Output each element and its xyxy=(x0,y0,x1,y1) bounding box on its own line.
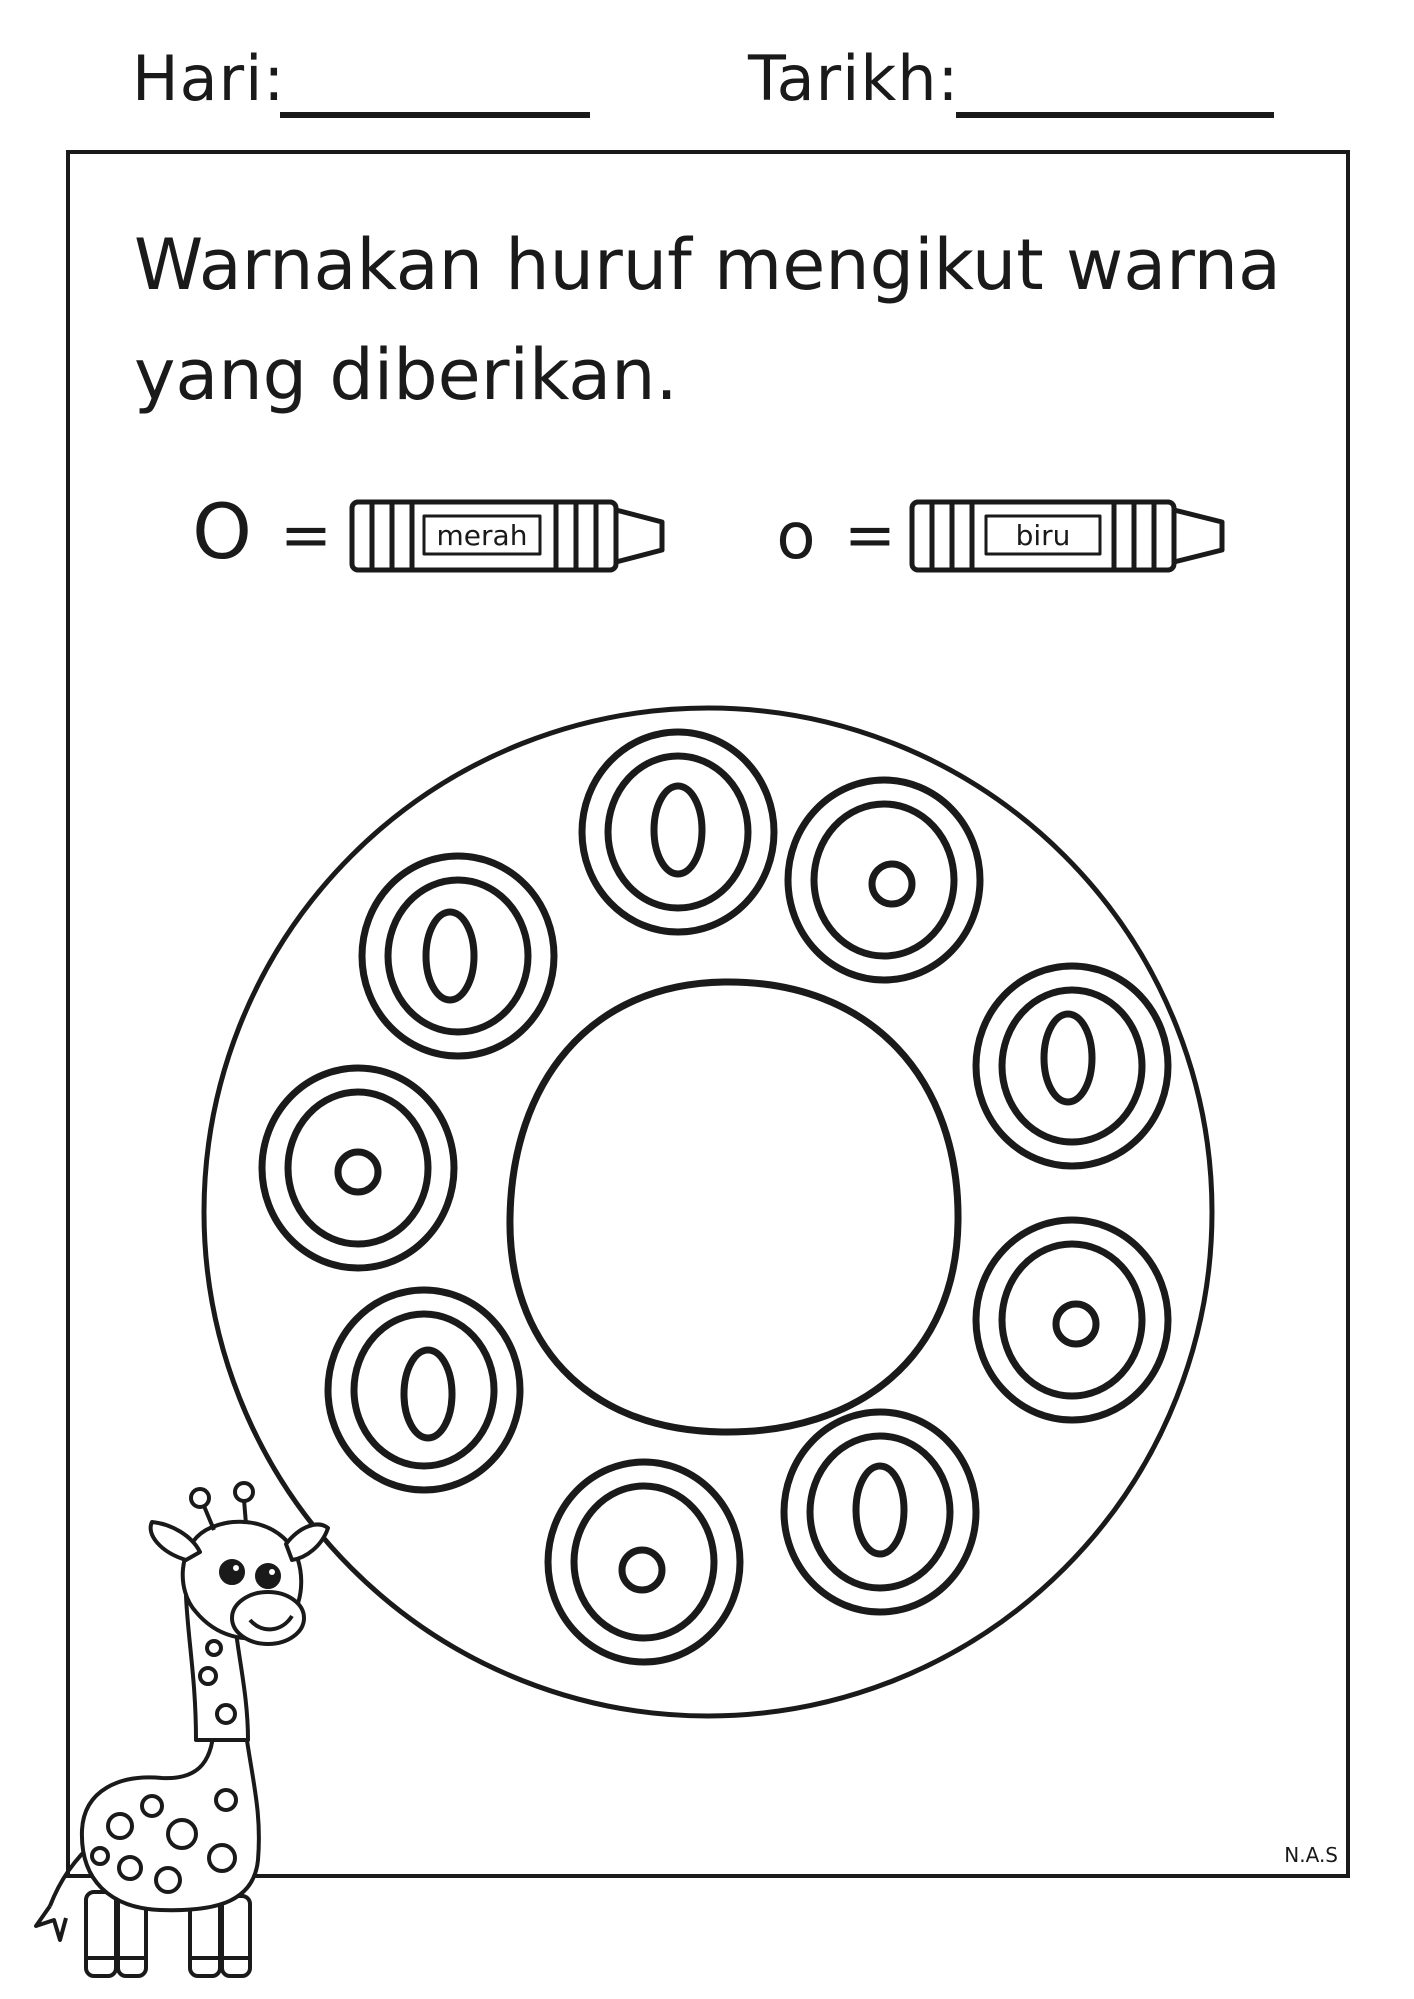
legend-lowercase-o: o xyxy=(776,500,816,574)
bubble-letter-lowercase-o xyxy=(622,1550,662,1590)
ring-bubble[interactable] xyxy=(582,732,774,932)
ring-inner xyxy=(510,982,958,1432)
ring-bubble[interactable] xyxy=(548,1462,740,1662)
legend-equals-1: = xyxy=(280,498,332,571)
date-label: Tarikh: xyxy=(748,42,960,115)
bubble-letter-uppercase-o xyxy=(404,1350,452,1438)
crayon-red-label: merah xyxy=(436,519,528,552)
bubble-letter-uppercase-o xyxy=(426,912,474,1000)
bubble-letter-lowercase-o xyxy=(1056,1304,1096,1344)
ring-bubble[interactable] xyxy=(788,780,980,980)
ring-outer xyxy=(204,708,1212,1716)
bubble-letter-uppercase-o xyxy=(654,786,702,874)
bubble-letter-lowercase-o xyxy=(338,1152,378,1192)
giraffe-icon xyxy=(36,1483,328,1976)
bubble-letter-uppercase-o xyxy=(856,1466,904,1554)
legend-uppercase-o: O xyxy=(192,487,252,576)
day-label: Hari: xyxy=(132,42,286,115)
instruction-text: Warnakan huruf mengikut warna yang diberikan. xyxy=(134,224,1281,416)
crayon-blue-label: biru xyxy=(1015,519,1071,552)
ring-bubble[interactable] xyxy=(784,1412,976,1612)
legend-equals-2: = xyxy=(844,498,896,571)
ring-bubble[interactable] xyxy=(262,1068,454,1268)
ring-bubble[interactable] xyxy=(362,856,554,1056)
bubble-letter-lowercase-o xyxy=(872,864,912,904)
author-credit: N.A.S xyxy=(1284,1843,1338,1867)
ring-bubble[interactable] xyxy=(976,966,1168,1166)
ring-bubble[interactable] xyxy=(328,1290,520,1490)
ring-bubble[interactable] xyxy=(976,1220,1168,1420)
bubble-letter-uppercase-o xyxy=(1044,1014,1092,1102)
